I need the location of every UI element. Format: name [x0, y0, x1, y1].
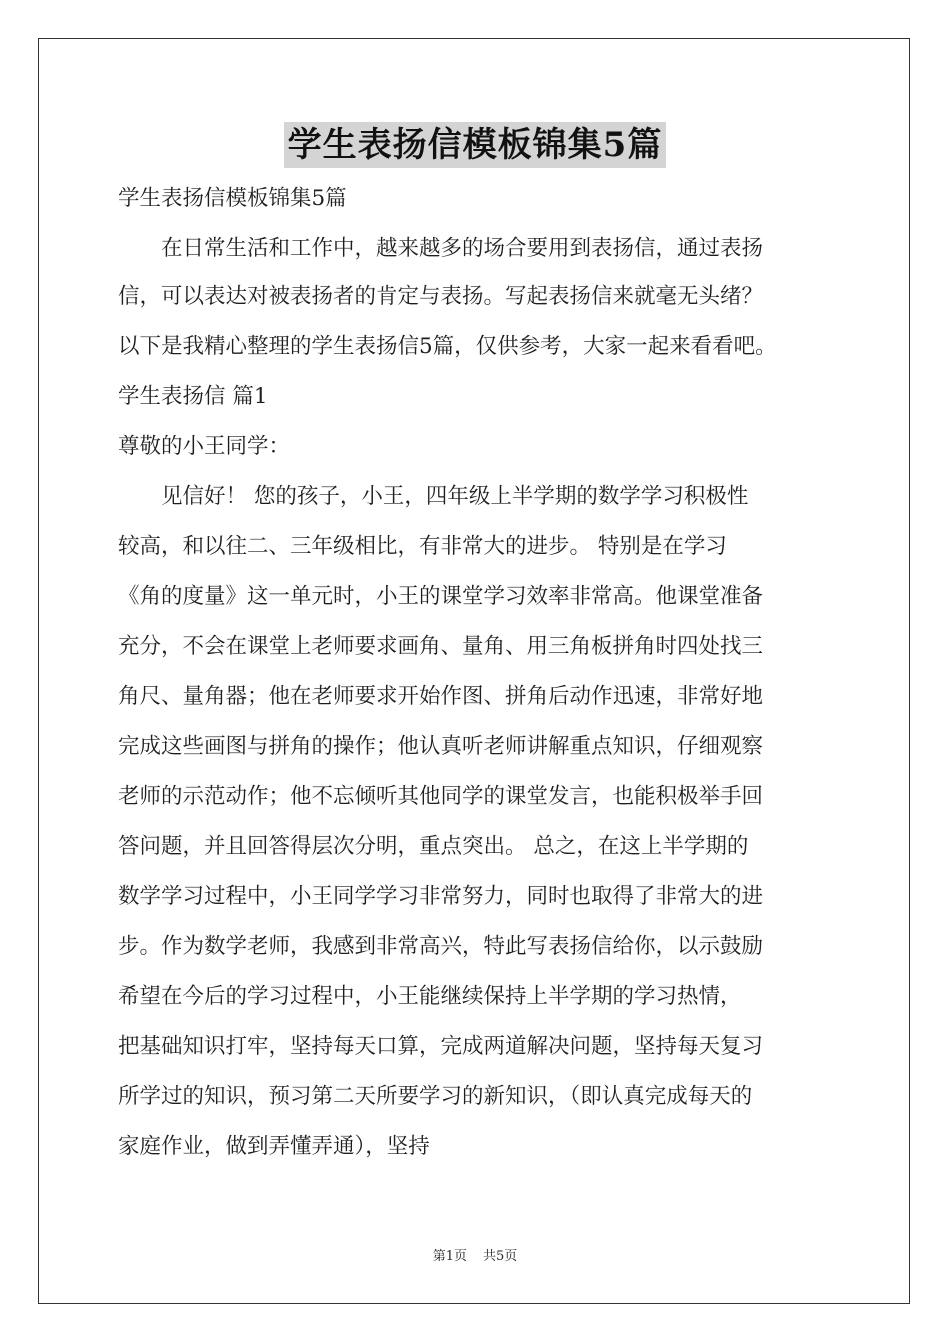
body-line: 老师的示范动作；他不忘倾听其他同学的课堂发言，也能积极举手回 — [118, 784, 764, 809]
body-line: 《角的度量》这一单元时，小王的课堂学习效率非常高。他课堂准备 — [118, 584, 764, 609]
body-line: 充分，不会在课堂上老师要求画角、量角、用三角板拼角时四处找三 — [118, 634, 764, 659]
body-line: 把基础知识打牢，坚持每天口算，完成两道解决问题，坚持每天复习 — [118, 1034, 764, 1059]
body-line: 较高，和以往二、三年级相比，有非常大的进步。 特别是在学习 — [118, 534, 727, 559]
title-container — [0, 122, 950, 168]
body-line: 希望在今后的学习过程中，小王能继续保持上半学期的学习热情， — [118, 984, 742, 1009]
document-title: 学生表扬信模板锦集5篇 — [284, 122, 667, 168]
body-line: 以下是我精心整理的学生表扬信5篇，仅供参考，大家一起来看看吧。 — [118, 334, 777, 359]
body-line: 所学过的知识，预习第二天所要学习的新知识，（即认真完成每天的 — [118, 1084, 753, 1109]
body-line: 完成这些画图与拼角的操作；他认真听老师讲解重点知识，仔细观察 — [118, 734, 764, 759]
body-line: 角尺、量角器；他在老师要求开始作图、拼角后动作迅速，非常好地 — [118, 684, 764, 709]
section-heading: 学生表扬信 篇1 — [118, 384, 268, 409]
subtitle-line: 学生表扬信模板锦集5篇 — [118, 186, 347, 211]
page-number: 第1页 — [432, 1249, 467, 1264]
page-total: 共5页 — [483, 1249, 518, 1264]
body-line: 在日常生活和工作中，越来越多的场合要用到表扬信，通过表扬 — [118, 236, 764, 261]
body-line: 答问题，并且回答得层次分明，重点突出。 总之，在这上半学期的 — [118, 834, 749, 859]
page-footer — [0, 1248, 950, 1266]
body-line: 步。作为数学老师，我感到非常高兴，特此写表扬信给你，以示鼓励 — [118, 934, 764, 959]
body-line: 家庭作业，做到弄懂弄通），坚持 — [118, 1134, 430, 1159]
page-border — [38, 38, 910, 1304]
body-line: 数学学习过程中，小王同学学习非常努力，同时也取得了非常大的进 — [118, 884, 764, 909]
salutation-line: 尊敬的小王同学： — [118, 434, 291, 459]
body-line: 见信好！ 您的孩子，小王，四年级上半学期的数学学习积极性 — [118, 484, 749, 509]
body-line: 信，可以表达对被表扬者的肯定与表扬。写起表扬信来就毫无头绪？ — [118, 284, 764, 309]
